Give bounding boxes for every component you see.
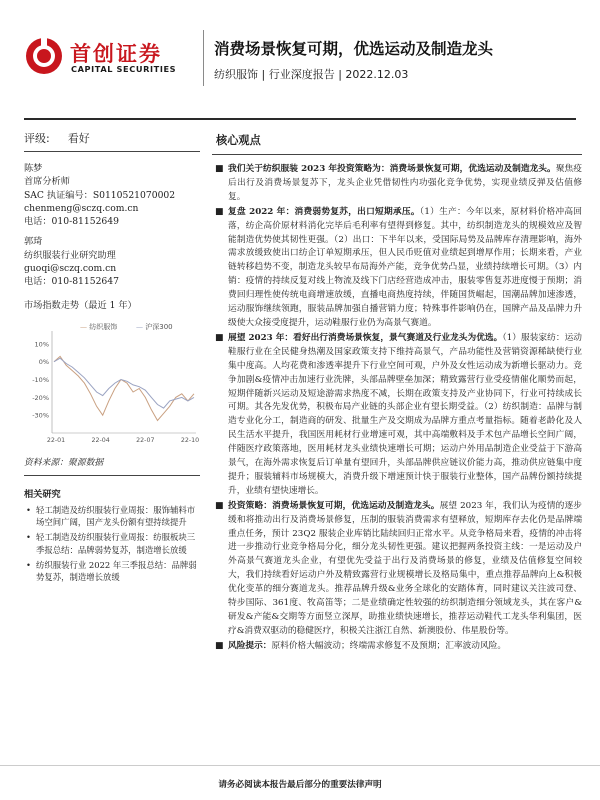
logo-english-name: CAPITAL SECURITIES: [71, 64, 177, 74]
rating-value: 看好: [67, 132, 90, 145]
x-tick-label: 22-10: [180, 436, 200, 444]
left-sidebar: [24, 132, 200, 583]
analyst-info: [24, 162, 200, 289]
x-tick-label: 22-07: [136, 436, 155, 444]
logo-mark-icon: [24, 36, 64, 76]
related-research-title: 相关研究: [24, 488, 61, 500]
y-tick-label: 0%: [38, 357, 49, 366]
report-header: [0, 0, 600, 118]
chart-title: 市场指数走势（最近 1 年）: [24, 299, 137, 311]
paragraph: ■ 风险提示：原料价格大幅波动；终端需求修复不及预期；汇率波动风险。: [215, 640, 506, 651]
related-item[interactable]: • 轻工制造及纺织服装行业周报：纺服板块三季报总结：品牌弱势复苏，制造增长放缓: [26, 532, 196, 555]
footer-rule: [0, 765, 600, 766]
chart-canvas: [24, 315, 200, 455]
chart-source: 资料来源：聚源数据: [24, 457, 104, 468]
x-tick-label: 22-04: [91, 436, 110, 444]
y-tick-label: 10%: [34, 340, 49, 349]
assistant-role: 纺织服装行业研究助理: [24, 249, 116, 261]
paragraph: ■ 复盘 2022 年：消费弱势复苏，出口短期承压。（1）生产：今年以来，原材料价格冲高回落，纺企高价原材料消化完毕后毛利率有望得到修复。其中，纺织制造龙头的规模效应及智能制造优势使其韧性更强。（2）出口：下半年以来，受国际局势及品牌库存清理影响，海外需求放缓致使出口纺企订单短期承压，但人民币贬值对业绩起到增厚作用；长期来看，产业链转移趋势不变，制造龙头较早布局海外产能，竞争优势凸显，业绩持续增长可期。（3）内销：疫情的持续反复对线上物流及线下门店经营造成冲击，服装零售复苏进度慢于预期；消费回归理性使传统电商增速放缓，直播电商热度持续，伴随国货崛起，国潮品牌加速渗透，运动服饰继续领跑，服装品牌加强自播营销力度；特殊事件影响仍在，国牌产品及品牌力升级使大众接受度提升，运动鞋服行业仍为高景气赛道。: [215, 206, 582, 328]
y-tick-label: -20%: [32, 393, 49, 402]
related-item[interactable]: • 轻工制造及纺织服装行业周报：服饰辅料市场空间广阔，国产龙头份额有望持续提升: [26, 504, 196, 527]
legend-series-b: — 沪深300: [136, 322, 173, 331]
assistant-phone: 电话：010-81152647: [24, 276, 119, 288]
source-rule: [24, 475, 200, 476]
x-tick-label: 22-01: [46, 436, 66, 444]
analyst-email: chenmeng@sczq.com.cn: [24, 202, 139, 214]
paragraph: ■ 投资策略：消费场景恢复可期，优选运动及制造龙头。展望 2023 年，我们认为疫情的逐步缓和将推动出行及消费场景修复，压制的服装消费需求有望释放，短期库存去化仍是品牌端重点任务，预计 23Q2 服装企业库销比陆续回归正常水平。从竞争格局来看，疫情的冲击将进一步推动行业竞争格局分化，细分龙头韧性更强。建议把握两条投资主线：一是运动及户外高景气赛道龙头企业，有望优先受益于出行及消费场景的修复，业绩及估值修复空间较大，我们持续看好运动户外及精致露营行业规模增长及格局集中，重点推荐品牌向上&积极优化变革的细分赛道龙头。推荐品牌升级&业务全球化的安踏体育，同时建议关注波司登、特步国际、361度、牧高笛等；二是业绩确定性较强的纺织制造细分领域龙头，其在客户&研发&产能&交期等方面竖立深厚，助推业绩快速增长，推荐运动鞋代工龙头华利集团，医疗&消费双驱动的稳健医疗，积极关注浙江自然、新澳股份、伟星股份等。: [215, 500, 582, 636]
analyst-role: 首席分析师: [24, 176, 70, 188]
main-content: [212, 132, 582, 655]
assistant-name: 郭琦: [24, 236, 43, 248]
related-item[interactable]: • 纺织服装行业 2022 年三季报总结：品牌弱势复苏，制造增长放缓: [26, 559, 197, 583]
analyst-name: 陈梦: [24, 163, 43, 174]
analyst-phone: 电话：010-81152649: [24, 216, 119, 228]
paragraph: ■ 我们关于纺织服装 2023 年投资策略为：消费场景恢复可期，优选运动及制造龙头。聚焦疫后出行及消费场景复苏下，龙头企业凭借韧性内功强化竞争优势，实现业绩反弹及估值修复。: [215, 164, 582, 202]
y-tick-label: -10%: [32, 375, 49, 384]
rating-label: 评级:: [24, 132, 50, 145]
header-divider: [203, 30, 204, 86]
y-tick-label: -30%: [32, 411, 49, 420]
report-title: 消费场景恢复可期，优选运动及制造龙头: [214, 40, 494, 58]
report-subtitle: 纺织服饰 | 行业深度报告 | 2022.12.03: [214, 68, 409, 81]
logo-chinese-name: 首创证券: [70, 42, 162, 66]
rating: [24, 132, 200, 145]
analyst-sac: SAC 执证编号：S0110521070002: [24, 189, 176, 201]
section-rule: [212, 154, 582, 155]
index-chart: [24, 315, 200, 455]
footer-disclaimer: 请务必阅读本报告最后部分的重要法律声明: [218, 780, 382, 790]
related-research-list: [24, 504, 200, 584]
assistant-email: guoqi@sczq.com.cn: [24, 263, 117, 275]
series-line-textile: [54, 356, 194, 420]
header-rule: [24, 118, 576, 120]
legend-series-a: — 纺织服饰: [80, 322, 118, 331]
paragraph: ■ 展望 2023 年：看好出行消费场景恢复，景气赛道及行业龙头为优选。（1）服装家纺：运动鞋服行业在全民健身热潮及国家政策支持下维持高景气，产品功能性及营销资源稀缺使行业集中度高。人均花费和渗透率提升下行业空间可观，户外及女性运动成为新增长驱动力。竞争加剧&疫情冲击加速行业洗牌，头部品牌壁垒加深；精致露营行业受疫情催化顺势而起，短期伴随新兴运动及短途游需求热度不减，长期在政策支持及产业协同下，行业可持续成长可期。其各先发优势，积极布局产业链的头部企业有望长期受益。（2）纺织制造：品牌与制造专业化分工，制造商的研发、批量生产及交期成为品牌方重点考量指标。随着老龄化及人民生活水平提升，我国医用耗材行业增速可观，其中高端敷料及手术包产品增长空间广阔，伴随医疗政策落地，医用耗材龙头业绩快速增长可期；运动户外用品制造企业受益于下游高景气，在海外需求恢复后订单量有望回升，头部品牌供应链议价能力高，推动供应链集中度提升；服装辅料市场规模大，消费升级下增速预计快于服装行业整体，国产品牌份额持续提升，业绩有望快速增长。: [215, 332, 582, 496]
company-logo: [24, 34, 196, 78]
section-title: 核心观点: [216, 134, 261, 147]
rating-rule: [24, 151, 200, 152]
